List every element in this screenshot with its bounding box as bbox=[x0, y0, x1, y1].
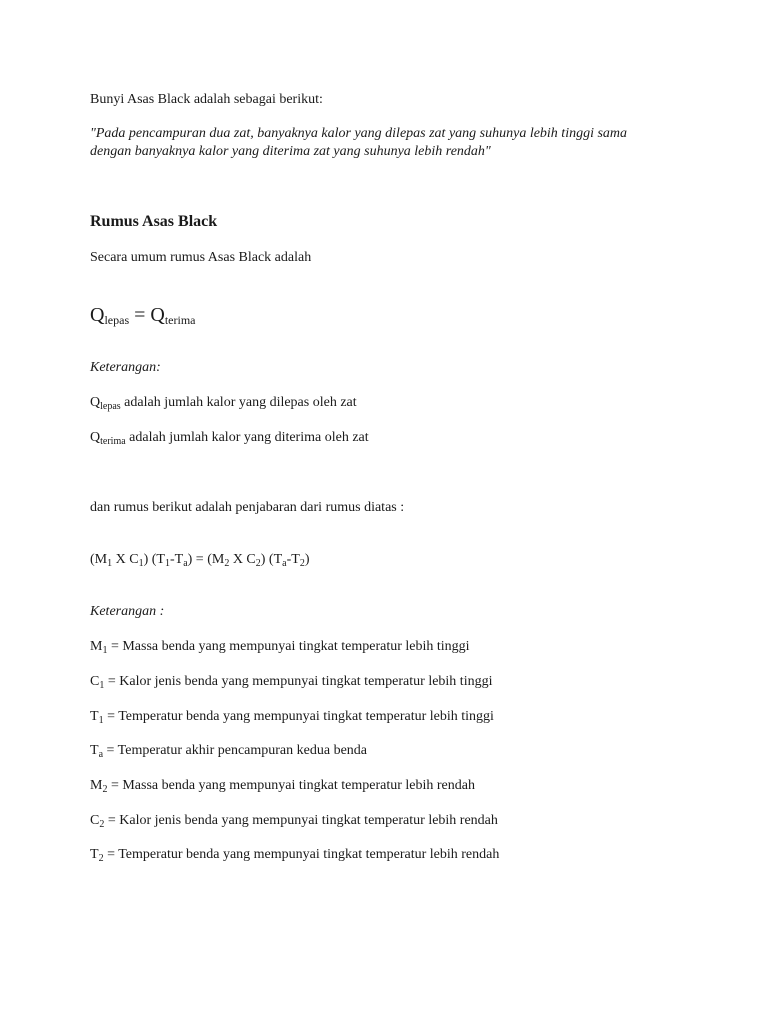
definition-c2: $C_2$ = Kalor jenis benda yang mempunyai tingkat temperatur lebih rendah bbox=[90, 813, 498, 830]
quote-line-1: "Pada pencampuran dua zat, banyaknya kalor yang dilepas zat yang suhunya lebih tinggi sama bbox=[90, 126, 628, 141]
definition-t2: $T_2$ = Temperatur benda yang mempunyai tingkat temperatur lebih rendah bbox=[90, 847, 500, 864]
definition-ta: $T_a$ = Temperatur akhir pencampuran kedua benda bbox=[90, 743, 368, 760]
intro-text: Bunyi Asas Black adalah sebagai berikut: bbox=[90, 92, 323, 107]
keterangan-label-1: Keterangan: bbox=[90, 360, 161, 375]
keterangan-label-2: Keterangan : bbox=[90, 604, 165, 619]
definition-c1: $C_1$ = Kalor jenis benda yang mempunyai tingkat temperatur lebih tinggi bbox=[90, 674, 493, 691]
main-formula: $Q_{lepas} = Q_{terima}$ bbox=[90, 304, 196, 327]
general-formula-text: Secara umum rumus Asas Black adalah bbox=[90, 250, 312, 265]
quote-line-2: dengan banyaknya kalor yang diterima zat yang suhunya lebih rendah" bbox=[90, 144, 491, 159]
definition-m2: $M_2$ = Massa benda yang mempunyai tingkat temperatur lebih rendah bbox=[90, 778, 475, 795]
definition-qlepas: $Q_{lepas}$ adalah jumlah kalor yang dilepas oleh zat bbox=[90, 395, 357, 412]
definition-t1: $T_1$ = Temperatur benda yang mempunyai tingkat temperatur lebih tinggi bbox=[90, 709, 494, 726]
definition-m1: $M_1$ = Massa benda yang mempunyai tingkat temperatur lebih tinggi bbox=[90, 639, 470, 656]
derivation-text: dan rumus berikut adalah penjabaran dari rumus diatas : bbox=[90, 500, 405, 515]
expanded-formula: ($M_1$ X $C_1$) $(T_1-T_a) = (M_2$ X $C_2$) $(T_a-T_2)$ bbox=[90, 552, 310, 569]
section-heading: Rumus Asas Black bbox=[90, 213, 218, 230]
definition-qterima: $Q_{terima}$ adalah jumlah kalor yang diterima oleh zat bbox=[90, 430, 369, 447]
